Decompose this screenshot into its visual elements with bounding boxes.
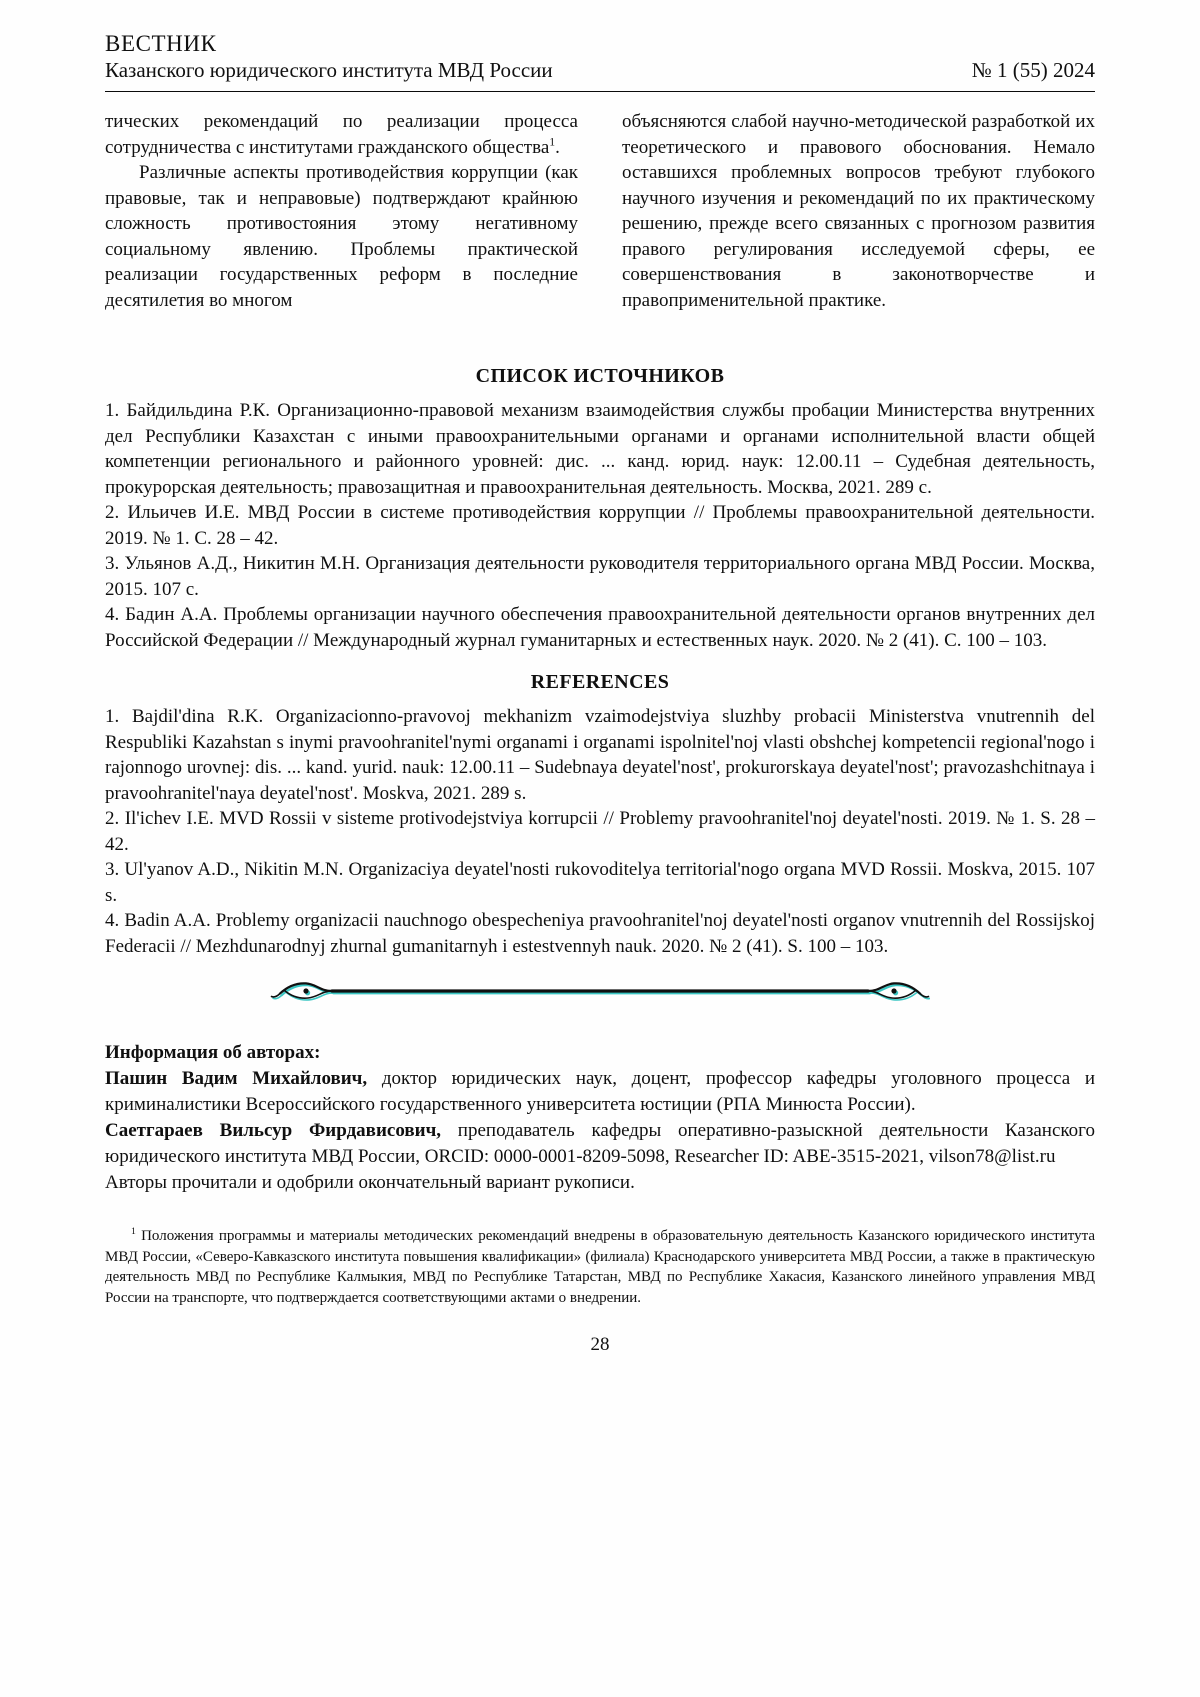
references-heading: REFERENCES bbox=[530, 671, 670, 693]
sources-list bbox=[105, 398, 1095, 653]
divider-ink-layer bbox=[272, 983, 929, 998]
left-column bbox=[105, 109, 578, 313]
authors-info bbox=[105, 1040, 1095, 1196]
right-column bbox=[622, 109, 1095, 313]
footnote-text: Положения программы и материалы методических рекомендаций внедрены в образовательную деятельность Казанского юридического института МВД России, «Северо-Кавказского института повышения квалификации» (филиала) Краснодарского университета МВД России, а также в практическую деятельность МВД по Республике Калмыкия, МВД по Республике Татарстан, МВД по Республике Хакасия, Казанского линейного управления МВД России на транспорте, что подтверждается соответствующими актами о внедрении. bbox=[105, 1228, 1095, 1306]
reference-item: 3. Ul'yanov A.D., Nikitin M.N. Organizaciya deyatel'nosti rukovoditelya territorial'nogo organa MVD Rossii. Moskva, 2015. 107 s. bbox=[105, 859, 1095, 906]
source-item: 4. Бадин А.А. Проблемы организации научного обеспечения правоохранительной деятельности органов внутренних дел Российской Федерации // Международный журнал гуманитарных и естественных наук. 2020. № 2 (41). С. 100 – 103. bbox=[105, 604, 1095, 651]
author-details: преподаватель кафедры оперативно-разыскной деятельности Казанского юридического института МВД России, ORCID: 0000-0001-8209-5098, Researcher ID: ABE-3515-2021, vilson78@list.ru bbox=[105, 1120, 1095, 1167]
references-list bbox=[105, 704, 1095, 959]
authors-note: Авторы прочитали и одобрили окончательный вариант рукописи. bbox=[105, 1172, 635, 1193]
paragraph-text: . bbox=[555, 136, 560, 158]
source-item: 3. Ульянов А.Д., Никитин М.Н. Организация деятельности руководителя территориального органа МВД России. Москва, 2015. 107 с. bbox=[105, 553, 1095, 600]
footnote-paragraph bbox=[105, 1226, 1095, 1308]
footnote bbox=[105, 1226, 1095, 1308]
paragraph: Различные аспекты противодействия коррупции (как правовые, так и неправовые) подтверждают крайнюю сложность противостояния этому негативному социальному явлению. Проблемы практической реализации государственных реформ в последние десятилетия во многом bbox=[105, 162, 578, 311]
paragraph: объясняются слабой научно-методической разработкой их теоретического и правового обоснования. Немало оставшихся проблемных вопросов требуют глубокого научного изучения и рекомендаций по их практическому решению, прежде всего связанных с прогнозом развития правого регулирования исследуемой сферы, ее совершенствования в законотворчестве и правоприменительной практике. bbox=[622, 111, 1095, 311]
journal-title: ВЕСТНИК bbox=[105, 31, 217, 56]
header-rule bbox=[105, 91, 1095, 92]
divider-flourish-graphic bbox=[270, 977, 930, 1005]
author-entry bbox=[105, 1118, 1095, 1170]
footnote-marker: 1 bbox=[131, 1226, 136, 1237]
page-number: 28 bbox=[590, 1334, 610, 1355]
sources-heading: СПИСОК ИСТОЧНИКОВ bbox=[475, 365, 725, 387]
reference-item: 2. Il'ichev I.E. MVD Rossii v sisteme protivodejstviya korrupcii // Problemy pravoohranitel'noj deyatel'nosti. 2019. № 1. S. 28 – 42. bbox=[105, 808, 1095, 855]
paragraph-text: тических рекомендаций по реализации процесса сотрудничества с институтами гражданского общества bbox=[105, 111, 578, 158]
body-columns bbox=[105, 109, 1095, 313]
masthead-row bbox=[105, 57, 1095, 84]
source-item: 2. Ильичев И.Е. МВД России в системе противодействия коррупции // Проблемы правоохранительной деятельности. 2019. № 1. С. 28 – 42. bbox=[105, 502, 1095, 549]
authors-heading: Информация об авторах: bbox=[105, 1042, 321, 1063]
footnote-ref-marker: 1 bbox=[549, 135, 556, 149]
reference-item: 4. Badin A.A. Problemy organizacii nauchnogo obespecheniya pravoohranitel'noj deyatel'nosti organov vnutrennih del Rossijskoj Federacii // Mezhdunarodnyj zhurnal gumanitarnyh i estestvennyh nauk. 2020. № 2 (41). S. 100 – 103. bbox=[105, 910, 1095, 957]
author-name: Саетгараев Вильсур Фирдависович, bbox=[105, 1120, 442, 1141]
decorative-divider bbox=[270, 977, 930, 1010]
author-name: Пашин Вадим Михайлович, bbox=[105, 1068, 368, 1089]
journal-subtitle: Казанского юридического института МВД России bbox=[105, 58, 553, 82]
source-item: 1. Байдильдина Р.К. Организационно-правовой механизм взаимодействия службы пробации Министерства внутренних дел Республики Казахстан с иными правоохранительными органами и органами исполнительной власти общей компетенции регионального и районного уровней: дис. ... канд. юрид. наук: 12.00.11 – Судебная деятельность, прокурорская деятельность; правозащитная и правоохранительная деятельность. Москва, 2021. 289 с. bbox=[105, 400, 1095, 498]
page-header bbox=[105, 30, 1095, 92]
paragraph-continuation bbox=[105, 109, 578, 160]
issue-number: № 1 (55) 2024 bbox=[971, 58, 1095, 82]
reference-item: 1. Bajdil'dina R.K. Organizacionno-pravovoj mekhanizm vzaimodejstviya sluzhby probacii Ministerstva vnutrennih del Respubliki Kazahstan s inymi pravoohranitel'nymi organami i organami ispolnitel'noj vlasti obshchej kompetencii regional'nogo i rajonnogo urovnej: dis. ... kand. yurid. nauk: 12.00.11 – Sudebnaya deyatel'nost', prokurorskaya deyatel'nost'; pravozashchitnaya i pravoohranitel'naya deyatel'nost'. Moskva, 2021. 289 s. bbox=[105, 706, 1095, 804]
author-details: доктор юридических наук, доцент, профессор кафедры уголовного процесса и криминалистики Всероссийского государственного университета юстиции (РПА Минюста России). bbox=[105, 1068, 1096, 1115]
author-entry bbox=[105, 1066, 1095, 1118]
